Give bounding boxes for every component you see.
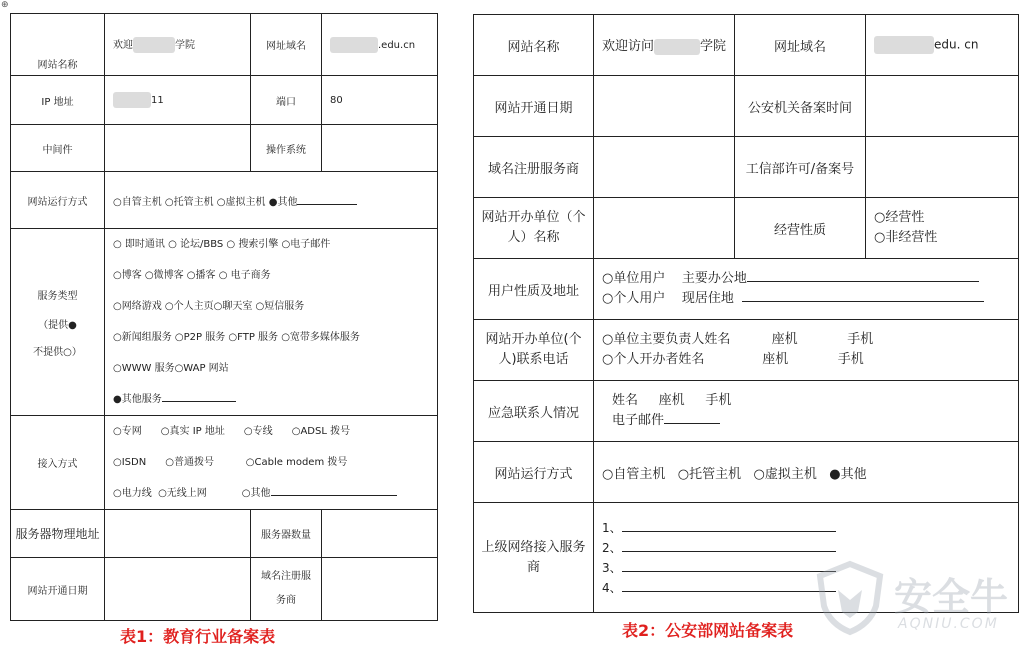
t1-service-type-note1: （提供●	[38, 319, 77, 331]
t1-access-options[interactable]	[105, 416, 438, 510]
shield-logo-icon	[812, 560, 888, 636]
watermark-en: AQNIU.COM	[898, 616, 999, 632]
user-line	[602, 289, 1018, 309]
access-line-other	[105, 478, 437, 509]
t2-run-mode-label: 网站运行方式	[474, 442, 594, 503]
t2-police-date-value[interactable]	[866, 76, 1019, 137]
service-line-other	[105, 384, 437, 415]
t2-run-mode-options[interactable]: ○自管主机 ○托管主机 ○虚拟主机 ●其他	[594, 442, 1019, 503]
emergency-line	[612, 411, 1018, 431]
t1-registrar-value[interactable]	[322, 558, 438, 621]
user-line-text: ○个人用户 现居住地	[602, 291, 734, 306]
t1-service-type-note2: 不提供○）	[33, 346, 82, 358]
t1-open-date-value[interactable]	[105, 558, 251, 621]
t1-server-count-value[interactable]	[322, 510, 438, 558]
t1-os-value[interactable]	[322, 125, 438, 172]
t1-service-type-title: 服务类型	[37, 290, 78, 302]
user-line	[602, 269, 1018, 289]
access-line: ○ISDN ○普通拨号 ○Cable modem 拨号	[113, 457, 348, 468]
t1-ip-suffix: 11	[151, 95, 164, 106]
t2-user-label: 用户性质及地址	[474, 259, 594, 320]
redaction-blur	[654, 39, 700, 55]
t1-domain-label: 网址域名	[251, 14, 322, 76]
t2-upstream-label: 上级网络接入服务商	[474, 503, 594, 613]
service-line: ○博客 ○微博客 ○播客 ○ 电子商务	[113, 270, 271, 281]
watermark-cn: 安全牛	[894, 575, 1009, 619]
t2-domain-label: 网址域名	[735, 15, 866, 76]
t2-registrar-label: 域名注册服务商	[474, 137, 594, 198]
business-option: ○经营性	[874, 210, 925, 225]
t1-domain-value	[322, 14, 438, 76]
redaction-blur	[133, 37, 175, 53]
t2-site-name-label: 网站名称	[474, 15, 594, 76]
fill-in-line	[162, 390, 236, 402]
fill-in-line	[664, 412, 720, 424]
t1-run-mode-options[interactable]	[105, 172, 438, 229]
t2-business-label: 经营性质	[735, 198, 866, 259]
t2-domain-value	[866, 15, 1019, 76]
access-line: ○专网 ○真实 IP 地址 ○专线 ○ADSL 拨号	[113, 426, 351, 437]
t2-site-name-suffix: 学院	[700, 39, 727, 55]
contact-line: ○个人开办者姓名 座机 手机	[602, 352, 864, 367]
t1-server-addr-label: 服务器物理地址	[11, 510, 105, 558]
upstream-number: 4、	[602, 580, 622, 595]
access-other-text: ○电力线 ○无线上网 ○其他	[113, 488, 271, 499]
business-option: ○非经营性	[874, 230, 938, 245]
t2-emergency-lines[interactable]	[594, 381, 1019, 442]
t2-owner-value[interactable]	[594, 198, 735, 259]
t1-run-mode-text: ○自管主机 ○托管主机 ○虚拟主机 ●其他	[113, 196, 298, 208]
user-line-text: ○单位用户 主要办公地	[602, 271, 747, 286]
education-filing-table	[10, 13, 438, 621]
fill-in-line	[297, 193, 357, 205]
service-line: ○WWW 服务○WAP 网站	[113, 363, 229, 374]
t1-domain-suffix: .edu.cn	[378, 39, 416, 51]
contact-line: ○单位主要负责人姓名 座机 手机	[602, 332, 874, 347]
police-filing-table	[473, 14, 1019, 613]
t2-owner-label: 网站开办单位（个人）名称	[474, 198, 594, 259]
t1-ip-value	[105, 76, 251, 125]
fill-in-line	[622, 560, 836, 572]
t2-police-date-label: 公安机关备案时间	[735, 76, 866, 137]
t1-service-options[interactable]	[105, 229, 438, 416]
upstream-number: 2、	[602, 540, 622, 555]
t1-run-mode-label: 网站运行方式	[11, 172, 105, 229]
t1-site-name-prefix: 欢迎	[113, 40, 133, 51]
t1-service-type-label	[11, 229, 105, 416]
service-other-text: ●其他服务	[113, 394, 162, 405]
t1-os-label: 操作系统	[251, 125, 322, 172]
t2-contact-lines[interactable]	[594, 320, 1019, 381]
emergency-email-text: 电子邮件	[612, 413, 665, 428]
fill-in-line	[622, 540, 836, 552]
t1-port-value: 80	[322, 76, 438, 125]
t1-access-label: 接入方式	[11, 416, 105, 510]
t2-business-options[interactable]	[866, 198, 1019, 259]
fill-in-line	[271, 484, 397, 496]
t1-server-addr-value[interactable]	[105, 510, 251, 558]
t1-open-date-label: 网站开通日期	[11, 558, 105, 621]
redaction-blur	[330, 37, 378, 53]
service-line: ○网络游戏 ○个人主页○聊天室 ○短信服务	[113, 301, 305, 312]
t2-miit-value[interactable]	[866, 137, 1019, 198]
upstream-line	[602, 538, 1018, 558]
upstream-number: 1、	[602, 520, 622, 535]
caption-table1: 表1：教育行业备案表	[120, 627, 276, 646]
table-anchor-icon[interactable]: ⊕	[1, 0, 9, 10]
t1-port-label: 端口	[251, 76, 322, 125]
upstream-number: 3、	[602, 560, 622, 575]
service-line: ○ 即时通讯 ○ 论坛/BBS ○ 搜索引擎 ○电子邮件	[113, 239, 331, 250]
t2-domain-suffix: edu. cn	[934, 37, 979, 52]
t2-open-date-label: 网站开通日期	[474, 76, 594, 137]
t1-site-name-value	[105, 14, 251, 76]
t2-contact-label: 网站开办单位(个人)联系电话	[474, 320, 594, 381]
t2-miit-label: 工信部许可/备案号	[735, 137, 866, 198]
fill-in-line	[742, 290, 984, 302]
t1-registrar-label: 域名注册服务商	[251, 558, 322, 621]
redaction-blur	[874, 36, 934, 54]
watermark	[812, 560, 1022, 642]
fill-in-line	[622, 520, 836, 532]
caption-table2: 表2：公安部网站备案表	[622, 621, 794, 640]
t1-ip-label: IP 地址	[11, 76, 105, 125]
fill-in-line	[747, 270, 979, 282]
t1-site-name-suffix: 学院	[175, 40, 195, 51]
redaction-blur	[113, 92, 151, 108]
t2-open-date-value[interactable]	[594, 76, 735, 137]
t2-emergency-label: 应急联系人情况	[474, 381, 594, 442]
upstream-line	[602, 518, 1018, 538]
t2-site-name-prefix: 欢迎访问	[602, 39, 655, 55]
emergency-line: 姓名 座机 手机	[612, 393, 732, 408]
t2-registrar-value[interactable]	[594, 137, 735, 198]
service-line: ○新闻组服务 ○P2P 服务 ○FTP 服务 ○宽带多媒体服务	[113, 332, 360, 343]
t2-user-lines[interactable]	[594, 259, 1019, 320]
t1-middleware-value[interactable]	[105, 125, 251, 172]
t1-server-count-label: 服务器数量	[251, 510, 322, 558]
t2-site-name-value	[594, 15, 735, 76]
t1-site-name-label: 网站名称	[11, 14, 105, 76]
t1-middleware-label: 中间件	[11, 125, 105, 172]
fill-in-line	[622, 580, 836, 592]
